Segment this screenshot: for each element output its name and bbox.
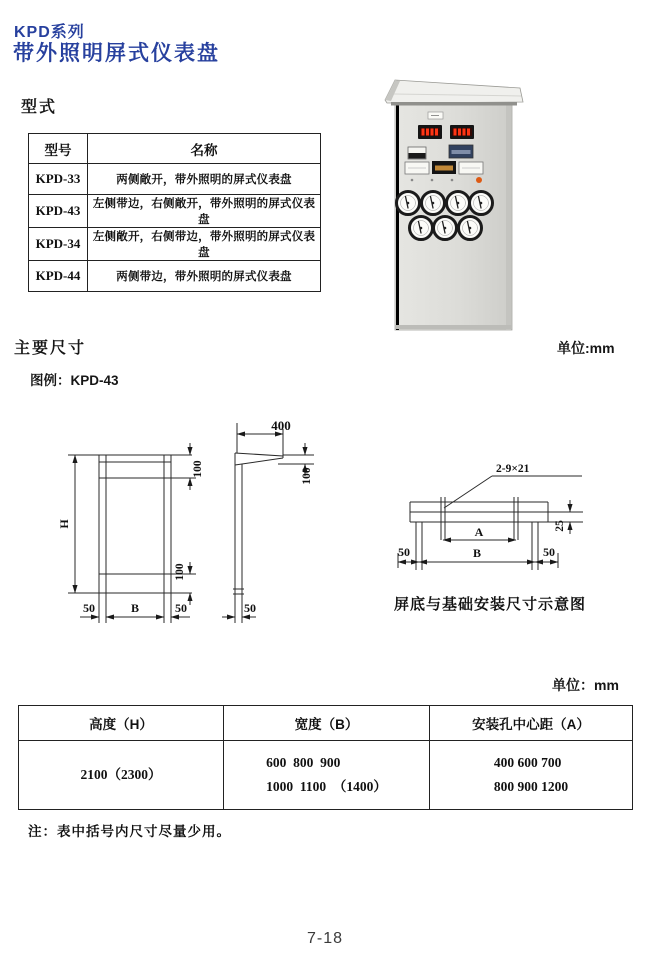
size-table-header-height: 高度（H） xyxy=(19,706,224,741)
dimension-drawings xyxy=(0,405,650,670)
foundation-channel-height-label: 25 xyxy=(554,520,566,532)
width-values-line1: 600 800 900 xyxy=(266,755,341,771)
product-photo xyxy=(375,72,525,334)
gauge xyxy=(470,192,493,215)
height-value: 2100（2300） xyxy=(80,767,162,783)
pitch-values-line1: 400 600 700 xyxy=(493,755,562,771)
width-values-line2: 1000 1100 （1400） xyxy=(266,779,387,794)
model-cell: KPD-33 xyxy=(29,164,88,195)
lighting-canopy xyxy=(385,80,523,106)
led-display xyxy=(450,125,474,139)
model-cell: KPD-44 xyxy=(29,261,88,292)
name-cell: 左侧带边，右侧敞开，带外照明的屏式仪表盘 xyxy=(88,195,321,228)
front-view-drawing xyxy=(68,443,196,623)
side-canopy-depth-label: 400 xyxy=(271,418,291,433)
type-table-header-model: 型号 xyxy=(29,134,88,164)
front-bottom-strip-label: 100 xyxy=(174,563,186,581)
gauge xyxy=(434,217,457,240)
size-table-header-row xyxy=(19,706,633,741)
table-row xyxy=(29,195,321,228)
legend-label: 图例：KPD-43 xyxy=(30,373,119,388)
front-top-lamp-label: 100 xyxy=(192,460,204,478)
front-left-margin-label: 50 xyxy=(83,601,95,615)
model-cell: KPD-34 xyxy=(29,228,88,261)
dimensions-heading: 主要尺寸 xyxy=(14,340,87,357)
foundation-left-margin-label: 50 xyxy=(398,545,410,559)
front-width-label: B xyxy=(130,601,140,615)
front-right-margin-label: 50 xyxy=(175,601,187,615)
table-row xyxy=(29,228,321,261)
side-canopy-height-label: 100 xyxy=(301,467,313,485)
pitch-cell xyxy=(430,741,633,810)
gauge xyxy=(410,217,433,240)
front-height-label: H xyxy=(57,519,71,529)
name-cell: 两侧带边，带外照明的屏式仪表盘 xyxy=(88,261,321,292)
foundation-right-margin-label: 50 xyxy=(543,545,555,559)
pitch-values-line2: 800 900 1200 xyxy=(493,779,569,794)
table-note: 注：表中括号内尺寸尽量少用。 xyxy=(28,824,231,839)
led-display xyxy=(418,125,442,139)
counter-display xyxy=(432,161,456,174)
foundation-caption: 屏底与基础安装尺寸示意图 xyxy=(393,596,587,613)
side-view-drawing xyxy=(222,423,314,623)
name-cell: 两侧敞开，带外照明的屏式仪表盘 xyxy=(88,164,321,195)
gauge xyxy=(397,192,420,215)
side-depth-label: 50 xyxy=(244,601,256,615)
relay-display xyxy=(449,145,473,158)
series-title: KPD系列 xyxy=(14,24,85,41)
unit-label-bottom: 单位：mm xyxy=(552,677,619,693)
foundation-slots-label: 2-9×21 xyxy=(496,463,530,475)
mini-meter xyxy=(408,147,426,159)
nameplate xyxy=(428,112,443,119)
type-table-header-name: 名称 xyxy=(88,134,321,164)
page-title: 带外照明屏式仪表盘 xyxy=(13,42,220,65)
width-cell xyxy=(224,741,430,810)
height-cell xyxy=(19,741,224,810)
gauges xyxy=(397,192,493,240)
name-cell: 左侧敞开，右侧带边，带外照明的屏式仪表盘 xyxy=(88,228,321,261)
table-row xyxy=(19,741,633,810)
type-table-header-row xyxy=(29,134,321,164)
foundation-width-label: B xyxy=(472,546,482,560)
meter xyxy=(405,162,429,174)
gauge xyxy=(459,217,482,240)
page-number: 7-18 xyxy=(306,930,344,947)
table-row xyxy=(29,261,321,292)
size-table-header-pitch: 安装孔中心距（A） xyxy=(430,706,633,741)
size-table xyxy=(18,705,633,810)
meter xyxy=(459,162,483,174)
gauge xyxy=(447,192,470,215)
type-section-heading: 型式 xyxy=(21,99,58,116)
size-table-header-width: 宽度（B） xyxy=(224,706,430,741)
type-table xyxy=(28,133,321,292)
foundation-hole-pitch-label: A xyxy=(474,525,484,539)
gauge xyxy=(422,192,445,215)
table-row xyxy=(29,164,321,195)
model-cell: KPD-43 xyxy=(29,195,88,228)
unit-label-top: 单位:mm xyxy=(557,340,615,356)
